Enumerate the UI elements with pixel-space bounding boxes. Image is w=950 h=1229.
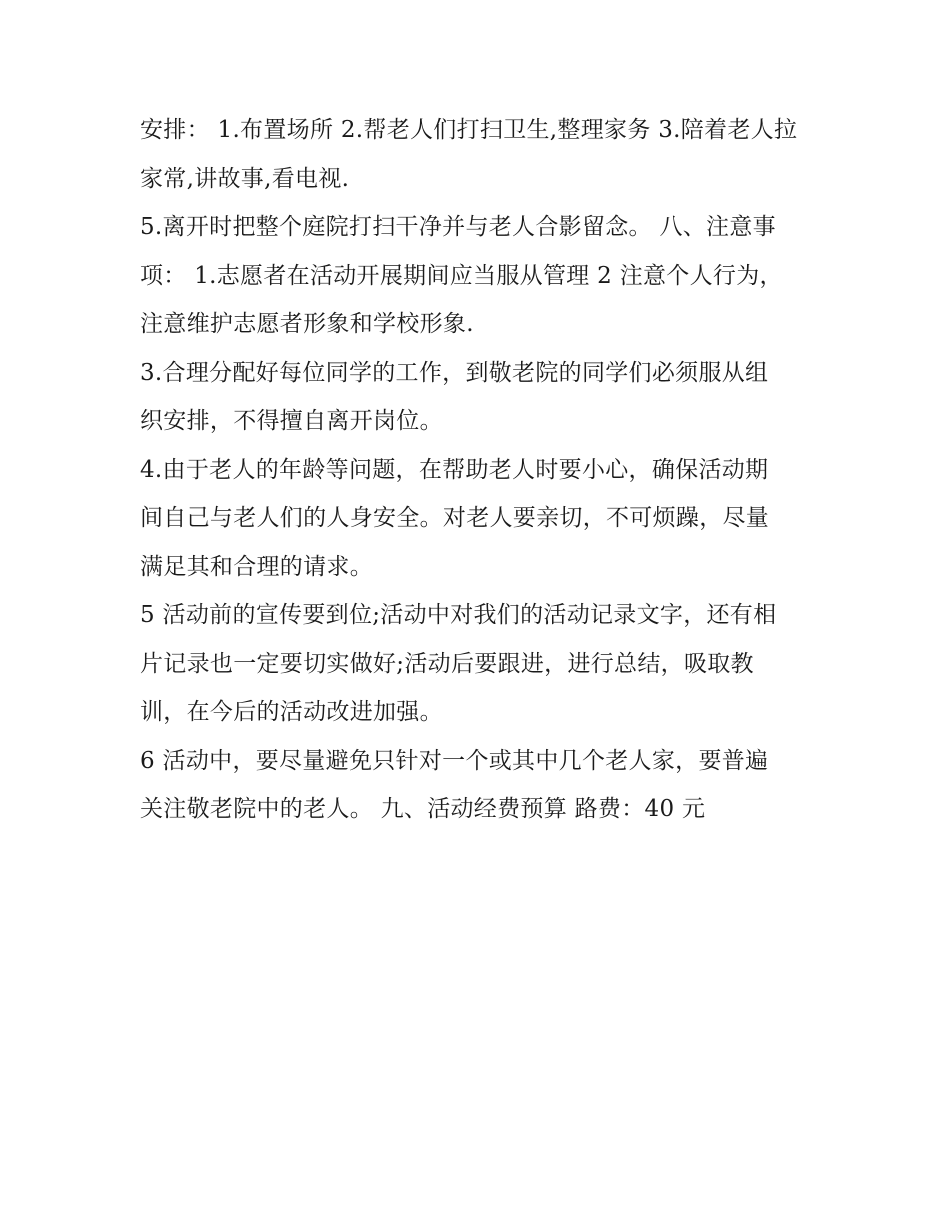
paragraph-arrangement	[140, 106, 820, 203]
document-body	[140, 106, 820, 834]
paragraph-note-4	[140, 446, 820, 592]
text-line: 间自己与老人们的人身安全。对老人要亲切，不可烦躁，尽量	[140, 505, 770, 531]
text-line: 3.合理分配好每位同学的工作，到敬老院的同学们必须服从组	[140, 359, 769, 386]
text-line: 织安排，不得擅自离开岗位。	[140, 408, 443, 434]
text-line: 家常,讲故事,看电视.	[140, 165, 350, 192]
paragraph-note-3	[140, 349, 820, 446]
text-line: 注意维护志愿者形象和学校形象.	[140, 311, 474, 337]
paragraph-note-6-and-budget	[140, 737, 820, 834]
text-line: 满足其和合理的请求。	[140, 553, 373, 580]
text-line: 4.由于老人的年龄等问题，在帮助老人时要小心，确保活动期	[140, 456, 769, 483]
text-line: 项： 1.志愿者在活动开展期间应当服从管理 2 注意个人行为，	[140, 262, 783, 289]
text-line: 安排： 1.布置场所 2.帮老人们打扫卫生,整理家务 3.陪着老人拉	[140, 117, 798, 143]
text-line: 关注敬老院中的老人。 九、活动经费预算 路费：40 元	[140, 796, 706, 822]
text-line: 5.离开时把整个庭院打扫干净并与老人合影留念。 八、注意事	[140, 214, 776, 240]
text-line: 训，在今后的活动改进加强。	[140, 699, 443, 725]
text-line: 6 活动中，要尽量避免只针对一个或其中几个老人家，要普遍	[140, 747, 769, 774]
paragraph-note-5	[140, 591, 820, 737]
text-line: 5 活动前的宣传要到位;活动中对我们的活动记录文字，还有相	[140, 602, 777, 628]
text-line: 片记录也一定要切实做好;活动后要跟进，进行总结，吸取教	[140, 650, 754, 677]
paragraph-leaving-and-notes	[140, 203, 820, 349]
